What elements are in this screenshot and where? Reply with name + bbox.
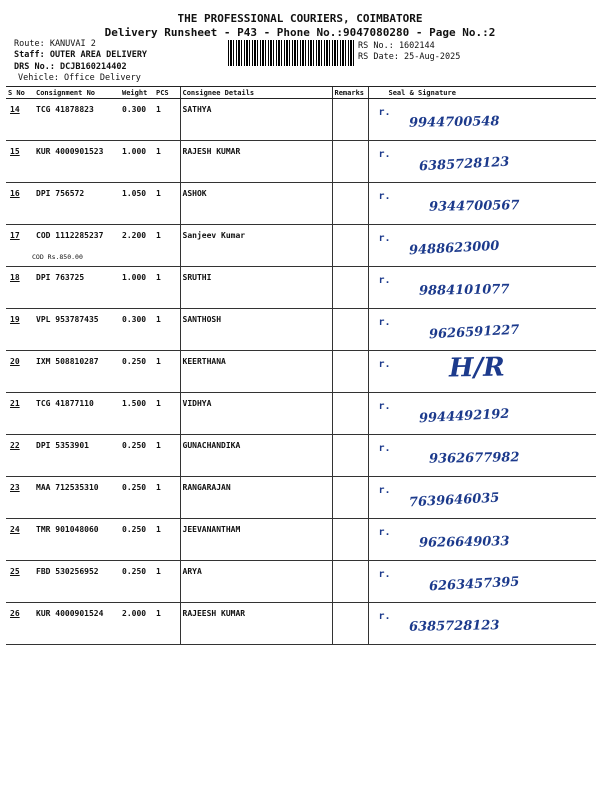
row-weight bbox=[120, 267, 154, 309]
handwritten-signature: H/R bbox=[448, 352, 505, 384]
row-pcs bbox=[154, 393, 180, 435]
signature-mark-icon: r. bbox=[378, 527, 391, 538]
row-signature bbox=[368, 225, 596, 267]
row-consignment bbox=[34, 183, 120, 225]
cell-value: SANTHOSH bbox=[182, 315, 222, 324]
row-weight bbox=[120, 561, 154, 603]
serial-number: 18 bbox=[10, 273, 20, 282]
cell-value: 1 bbox=[156, 231, 161, 240]
cell-value: RAJEESH KUMAR bbox=[182, 609, 246, 618]
table-row bbox=[6, 225, 596, 267]
row-pcs bbox=[154, 561, 180, 603]
row-consignee bbox=[180, 225, 332, 267]
cell-value: RAJESH KUMAR bbox=[182, 147, 241, 156]
serial-number: 21 bbox=[10, 399, 20, 408]
row-consignee bbox=[180, 141, 332, 183]
row-remarks bbox=[332, 561, 368, 603]
serial-number: 23 bbox=[10, 483, 20, 492]
row-consignee bbox=[180, 99, 332, 141]
row-sno bbox=[6, 477, 34, 519]
col-signature: Seal & Signature bbox=[368, 87, 596, 99]
row-pcs bbox=[154, 477, 180, 519]
cell-value: VPL 953787435 bbox=[36, 315, 99, 324]
row-weight bbox=[120, 351, 154, 393]
cell-value: RANGARAJAN bbox=[182, 483, 231, 492]
row-consignment bbox=[34, 393, 120, 435]
cell-value: 1 bbox=[156, 105, 161, 114]
cell-value: 2.200 bbox=[122, 231, 147, 240]
table-row bbox=[6, 435, 596, 477]
signature-mark-icon: r. bbox=[378, 191, 391, 202]
table-row bbox=[6, 99, 596, 141]
vehicle-label: Vehicle: Office Delivery bbox=[18, 73, 141, 83]
cell-value: IXM 508810287 bbox=[36, 357, 99, 366]
col-sno: S No bbox=[6, 87, 34, 99]
row-remarks bbox=[332, 519, 368, 561]
row-consignment bbox=[34, 225, 120, 267]
serial-number: 17 bbox=[10, 231, 20, 240]
row-consignee bbox=[180, 267, 332, 309]
row-remarks bbox=[332, 435, 368, 477]
cell-value: 0.250 bbox=[122, 483, 147, 492]
row-pcs bbox=[154, 603, 180, 645]
table-row bbox=[6, 519, 596, 561]
row-consignee bbox=[180, 351, 332, 393]
row-signature bbox=[368, 603, 596, 645]
cell-value: 1.000 bbox=[122, 147, 147, 156]
row-weight bbox=[120, 519, 154, 561]
table-row bbox=[6, 351, 596, 393]
row-remarks bbox=[332, 267, 368, 309]
table-row bbox=[6, 309, 596, 351]
col-consignee: Consignee Details bbox=[180, 87, 332, 99]
row-consignee bbox=[180, 519, 332, 561]
row-sno bbox=[6, 141, 34, 183]
row-sno bbox=[6, 603, 34, 645]
cell-value: TCG 41877110 bbox=[36, 399, 94, 408]
serial-number: 24 bbox=[10, 525, 20, 534]
row-signature bbox=[368, 267, 596, 309]
serial-number: 20 bbox=[10, 357, 20, 366]
row-signature bbox=[368, 435, 596, 477]
row-remarks bbox=[332, 477, 368, 519]
handwritten-signature: 6263457395 bbox=[428, 574, 520, 595]
row-consignment bbox=[34, 351, 120, 393]
cell-value: KUR 4000901524 bbox=[36, 609, 104, 618]
cell-value: JEEVANANTHAM bbox=[182, 525, 241, 534]
cell-value: 1 bbox=[156, 273, 161, 282]
handwritten-signature: 9884101077 bbox=[418, 282, 510, 299]
cell-value: 1.000 bbox=[122, 273, 147, 282]
cell-value: DPI 5353901 bbox=[36, 441, 89, 450]
row-pcs bbox=[154, 519, 180, 561]
cell-value: ARYA bbox=[182, 567, 202, 576]
row-consignee bbox=[180, 477, 332, 519]
cell-value: 1 bbox=[156, 357, 161, 366]
cell-value: 1 bbox=[156, 147, 161, 156]
cell-value: 1.050 bbox=[122, 189, 147, 198]
signature-mark-icon: r. bbox=[378, 401, 391, 412]
handwritten-signature: 9626591227 bbox=[428, 322, 520, 343]
handwritten-signature: 7639646035 bbox=[408, 490, 500, 511]
table-row bbox=[6, 267, 596, 309]
cell-value: SRUTHI bbox=[182, 273, 212, 282]
row-sno bbox=[6, 183, 34, 225]
cell-value: 0.300 bbox=[122, 105, 147, 114]
row-sno bbox=[6, 99, 34, 141]
cell-value: 1 bbox=[156, 525, 161, 534]
cell-value: 2.000 bbox=[122, 609, 147, 618]
row-consignee bbox=[180, 309, 332, 351]
cell-value: Sanjeev Kumar bbox=[182, 231, 246, 240]
cell-value: 1 bbox=[156, 483, 161, 492]
row-signature bbox=[368, 99, 596, 141]
row-consignee bbox=[180, 183, 332, 225]
table-row bbox=[6, 393, 596, 435]
row-pcs bbox=[154, 183, 180, 225]
row-sno bbox=[6, 309, 34, 351]
serial-number: 22 bbox=[10, 441, 20, 450]
row-signature bbox=[368, 477, 596, 519]
row-sno bbox=[6, 519, 34, 561]
signature-mark-icon: r. bbox=[378, 443, 391, 454]
cell-value: 1 bbox=[156, 315, 161, 324]
row-consignee bbox=[180, 603, 332, 645]
handwritten-signature: 6385728123 bbox=[418, 154, 510, 175]
row-consignment bbox=[34, 519, 120, 561]
row-pcs bbox=[154, 351, 180, 393]
table-row bbox=[6, 183, 596, 225]
row-remarks bbox=[332, 225, 368, 267]
col-consignment: Consignment No bbox=[34, 87, 120, 99]
row-remarks bbox=[332, 309, 368, 351]
row-pcs bbox=[154, 309, 180, 351]
cell-value: 0.250 bbox=[122, 567, 147, 576]
cell-value: KUR 4000901523 bbox=[36, 147, 104, 156]
row-signature bbox=[368, 351, 596, 393]
row-consignee bbox=[180, 561, 332, 603]
cod-amount-note: COD Rs.850.00 bbox=[32, 253, 83, 261]
company-title: THE PROFESSIONAL COURIERS, COIMBATORE bbox=[177, 12, 423, 25]
row-weight bbox=[120, 603, 154, 645]
runsheet-table bbox=[6, 86, 596, 645]
route-label: Route: KANUVAI 2 bbox=[14, 39, 96, 49]
rs-date-label: RS Date: 25-Aug-2025 bbox=[358, 52, 461, 62]
cell-value: 1 bbox=[156, 609, 161, 618]
table-row bbox=[6, 141, 596, 183]
cell-value: 1 bbox=[156, 399, 161, 408]
runsheet-subtitle: Delivery Runsheet - P43 - Phone No.:9047080280 - Page No.:2 bbox=[104, 26, 496, 39]
handwritten-signature: 9344700567 bbox=[428, 198, 520, 215]
serial-number: 16 bbox=[10, 189, 20, 198]
barcode-icon bbox=[228, 40, 354, 66]
row-consignee bbox=[180, 435, 332, 477]
serial-number: 26 bbox=[10, 609, 20, 618]
cell-value: 1 bbox=[156, 567, 161, 576]
handwritten-signature: 9944700548 bbox=[408, 114, 500, 131]
row-pcs bbox=[154, 225, 180, 267]
signature-mark-icon: r. bbox=[378, 485, 391, 496]
signature-mark-icon: r. bbox=[378, 233, 391, 244]
cell-value: GUNACHANDIKA bbox=[182, 441, 241, 450]
rs-no-label: RS No.: 1602144 bbox=[358, 41, 435, 51]
cell-value: 0.300 bbox=[122, 315, 147, 324]
signature-mark-icon: r. bbox=[378, 107, 391, 118]
cell-value: TMR 901048060 bbox=[36, 525, 99, 534]
cell-value: SATHYA bbox=[182, 105, 212, 114]
row-remarks bbox=[332, 603, 368, 645]
cell-value: 1 bbox=[156, 441, 161, 450]
row-weight bbox=[120, 435, 154, 477]
row-consignment bbox=[34, 141, 120, 183]
row-signature bbox=[368, 183, 596, 225]
row-weight bbox=[120, 477, 154, 519]
row-weight bbox=[120, 225, 154, 267]
table-row bbox=[6, 477, 596, 519]
handwritten-signature: 9626649033 bbox=[418, 534, 510, 551]
row-consignment bbox=[34, 99, 120, 141]
serial-number: 15 bbox=[10, 147, 20, 156]
row-signature bbox=[368, 561, 596, 603]
row-sno bbox=[6, 225, 34, 267]
signature-mark-icon: r. bbox=[378, 569, 391, 580]
cell-value: VIDHYA bbox=[182, 399, 212, 408]
cell-value: 1.500 bbox=[122, 399, 147, 408]
row-consignment bbox=[34, 603, 120, 645]
row-weight bbox=[120, 99, 154, 141]
signature-mark-icon: r. bbox=[378, 359, 391, 370]
serial-number: 25 bbox=[10, 567, 20, 576]
signature-mark-icon: r. bbox=[378, 611, 391, 622]
signature-mark-icon: r. bbox=[378, 317, 391, 328]
row-consignment bbox=[34, 477, 120, 519]
handwritten-signature: 6385728123 bbox=[408, 618, 500, 635]
handwritten-signature: 9362677982 bbox=[428, 450, 520, 467]
row-remarks bbox=[332, 393, 368, 435]
row-weight bbox=[120, 141, 154, 183]
table-row bbox=[6, 603, 596, 645]
col-remarks: Remarks bbox=[332, 87, 368, 99]
row-consignment bbox=[34, 435, 120, 477]
row-remarks bbox=[332, 99, 368, 141]
handwritten-signature: 9488623000 bbox=[408, 238, 500, 259]
row-consignment bbox=[34, 309, 120, 351]
table-row bbox=[6, 561, 596, 603]
row-sno bbox=[6, 435, 34, 477]
cell-value: ASHOK bbox=[182, 189, 207, 198]
row-remarks bbox=[332, 141, 368, 183]
cell-value: TCG 41878823 bbox=[36, 105, 94, 114]
cell-value: KEERTHANA bbox=[182, 357, 226, 366]
cell-value: DPI 763725 bbox=[36, 273, 85, 282]
row-signature bbox=[368, 393, 596, 435]
row-signature bbox=[368, 519, 596, 561]
col-weight: Weight bbox=[120, 87, 154, 99]
row-pcs bbox=[154, 267, 180, 309]
signature-mark-icon: r. bbox=[378, 149, 391, 160]
row-weight bbox=[120, 309, 154, 351]
row-pcs bbox=[154, 435, 180, 477]
col-pcs: PCS bbox=[154, 87, 180, 99]
cell-value: DPI 756572 bbox=[36, 189, 85, 198]
row-consignment bbox=[34, 267, 120, 309]
serial-number: 19 bbox=[10, 315, 20, 324]
row-sno bbox=[6, 351, 34, 393]
row-consignment bbox=[34, 561, 120, 603]
row-sno bbox=[6, 393, 34, 435]
row-weight bbox=[120, 393, 154, 435]
serial-number: 14 bbox=[10, 105, 20, 114]
cell-value: FBD 530256952 bbox=[36, 567, 99, 576]
cell-value: 0.250 bbox=[122, 441, 147, 450]
cell-value: COD 1112285237 bbox=[36, 231, 104, 240]
cell-value: 0.250 bbox=[122, 357, 147, 366]
cell-value: MAA 712535310 bbox=[36, 483, 99, 492]
row-signature bbox=[368, 141, 596, 183]
staff-label: Staff: OUTER AREA DELIVERY bbox=[14, 50, 148, 60]
row-pcs bbox=[154, 99, 180, 141]
row-sno bbox=[6, 561, 34, 603]
signature-mark-icon: r. bbox=[378, 275, 391, 286]
cell-value: 1 bbox=[156, 189, 161, 198]
handwritten-signature: 9944492192 bbox=[418, 406, 510, 427]
row-sno bbox=[6, 267, 34, 309]
row-signature bbox=[368, 309, 596, 351]
row-consignee bbox=[180, 393, 332, 435]
row-remarks bbox=[332, 351, 368, 393]
row-remarks bbox=[332, 183, 368, 225]
table-header bbox=[6, 87, 596, 99]
row-weight bbox=[120, 183, 154, 225]
drs-label: DRS No.: DCJB160214402 bbox=[14, 62, 127, 72]
row-pcs bbox=[154, 141, 180, 183]
cell-value: 0.250 bbox=[122, 525, 147, 534]
